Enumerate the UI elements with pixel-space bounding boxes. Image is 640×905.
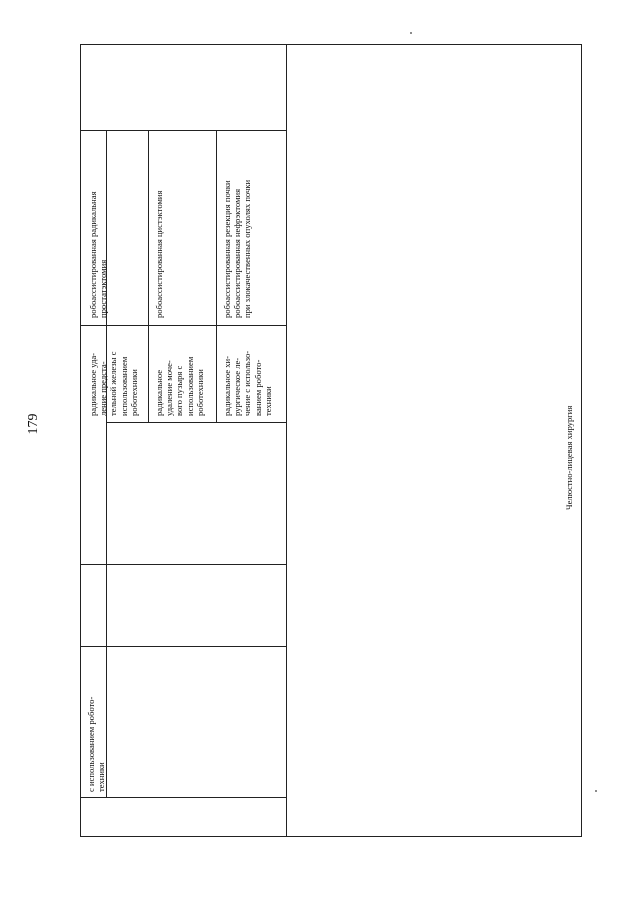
operation-cell: робоассистированная цистэктомия [154, 190, 164, 318]
procedure-cell: радикальное хи- рургическое ле- чение с использо- ванием робото- техники [222, 350, 273, 416]
operation-cell: робоассистированная резекция почки робоассистированная нефрэктомия при злокачественных опухолях почки [222, 179, 253, 318]
method-note: с использованием робото- техники [86, 696, 107, 792]
section-title: Челюстно-лицевая хирургия [564, 405, 574, 510]
procedure-cell: радикальное удаление моче- вого пузыря с использованием роботехники [154, 356, 205, 416]
operation-cell: робоассистированная радикальная простатэктомия [88, 191, 109, 318]
scan-speck [410, 32, 412, 34]
procedure-cell: радикальное уда- ление предста- тельной железы с использованием роботехники [88, 351, 139, 416]
scan-speck [595, 790, 597, 792]
page-number: 179 [26, 413, 41, 435]
